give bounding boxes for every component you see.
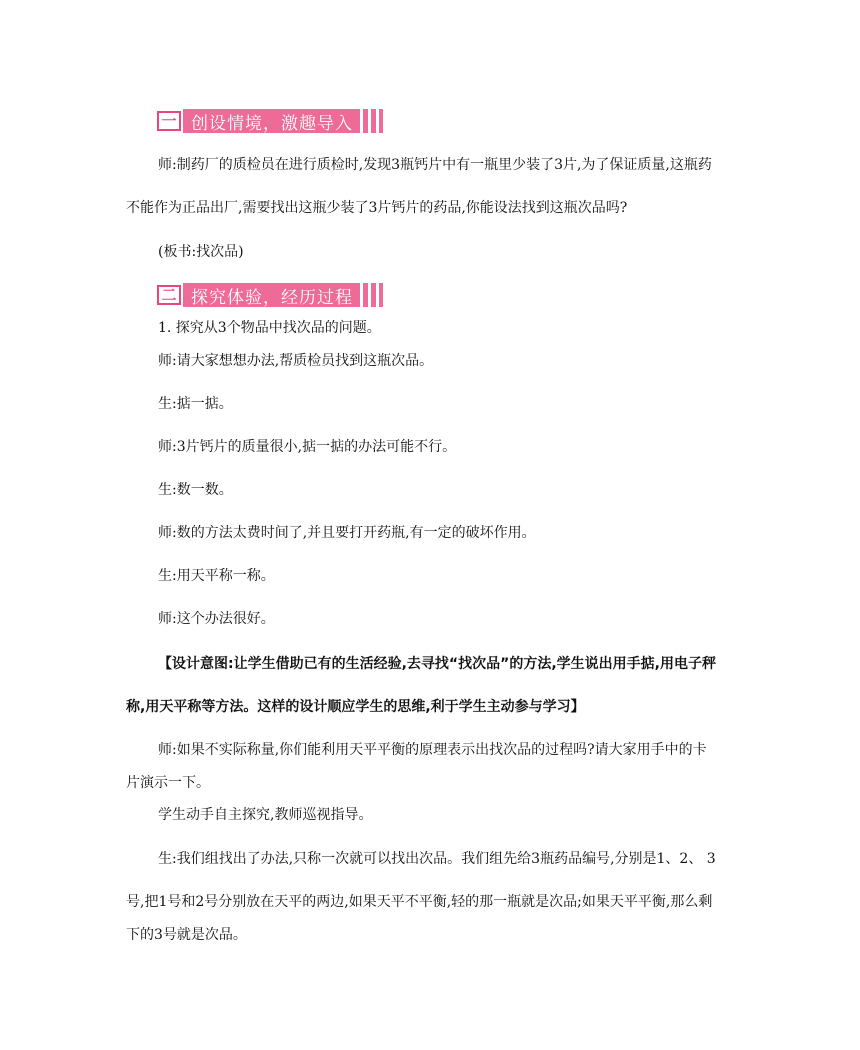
section-number-1: 一 — [157, 111, 181, 131]
section-title-1-box — [183, 109, 383, 133]
teacher-line-5a: 师:如果不实际称量,你们能利用天平平衡的原理表示出找次品的过程吗?请大家用手中的卡 — [158, 742, 707, 758]
teacher-line-5b: 片演示一下。 — [126, 775, 210, 791]
section-banner-2 — [157, 283, 383, 307]
teacher-line-1: 师:请大家想想办法,帮质检员找到这瓶次品。 — [158, 353, 434, 369]
student-line-3: 生:用天平称一称。 — [158, 568, 275, 584]
activity-line: 学生动手自主探究,教师巡视指导。 — [158, 807, 373, 823]
section-title-1: 创设情境，激趣导入 — [191, 113, 353, 134]
section-title-2: 探究体验，经历过程 — [191, 287, 353, 308]
student-line-1: 生:掂一掂。 — [158, 396, 233, 412]
teacher-line-3: 师:数的方法太费时间了,并且要打开药瓶,有一定的破坏作用。 — [158, 525, 536, 541]
banner-stripes-decoration — [355, 283, 379, 307]
student-line-2: 生:数一数。 — [158, 482, 233, 498]
design-intent-line1: 【设计意图:让学生借助已有的生活经验,去寻找“找次品”的方法,学生说出用手掂,用电子秤 — [158, 656, 716, 672]
design-intent-line2: 称,用天平称等方法。这样的设计顺应学生的思维,利于学生主动参与学习】 — [126, 699, 585, 715]
student-line-4a: 生:我们组找出了办法,只称一次就可以找出次品。我们组先给3瓶药品编号,分别是1、2、 3 — [158, 851, 716, 867]
section-title-2-box — [183, 283, 383, 307]
student-line-4c: 下的3号就是次品。 — [126, 927, 247, 943]
list-item-1: 1. 探究从3个物品中找次品的问题。 — [158, 320, 381, 336]
section-number-2: 二 — [157, 285, 181, 305]
teacher-line-4: 师:这个办法很好。 — [158, 611, 275, 627]
banner-stripes-decoration — [355, 109, 379, 133]
paragraph-intro-line1: 师:制药厂的质检员在进行质检时,发现3瓶钙片中有一瓶里少装了3片,为了保证质量,这瓶药 — [158, 157, 712, 173]
board-note: (板书:找次品) — [158, 244, 244, 260]
section-banner-1 — [157, 109, 383, 133]
paragraph-intro-line2: 不能作为正品出厂,需要找出这瓶少装了3片钙片的药品,你能设法找到这瓶次品吗? — [126, 200, 628, 216]
teacher-line-2: 师:3片钙片的质量很小,掂一掂的办法可能不行。 — [158, 439, 457, 455]
student-line-4b: 号,把1号和2号分别放在天平的两边,如果天平不平衡,轻的那一瓶就是次品;如果天平平衡,那么剩 — [126, 894, 713, 910]
